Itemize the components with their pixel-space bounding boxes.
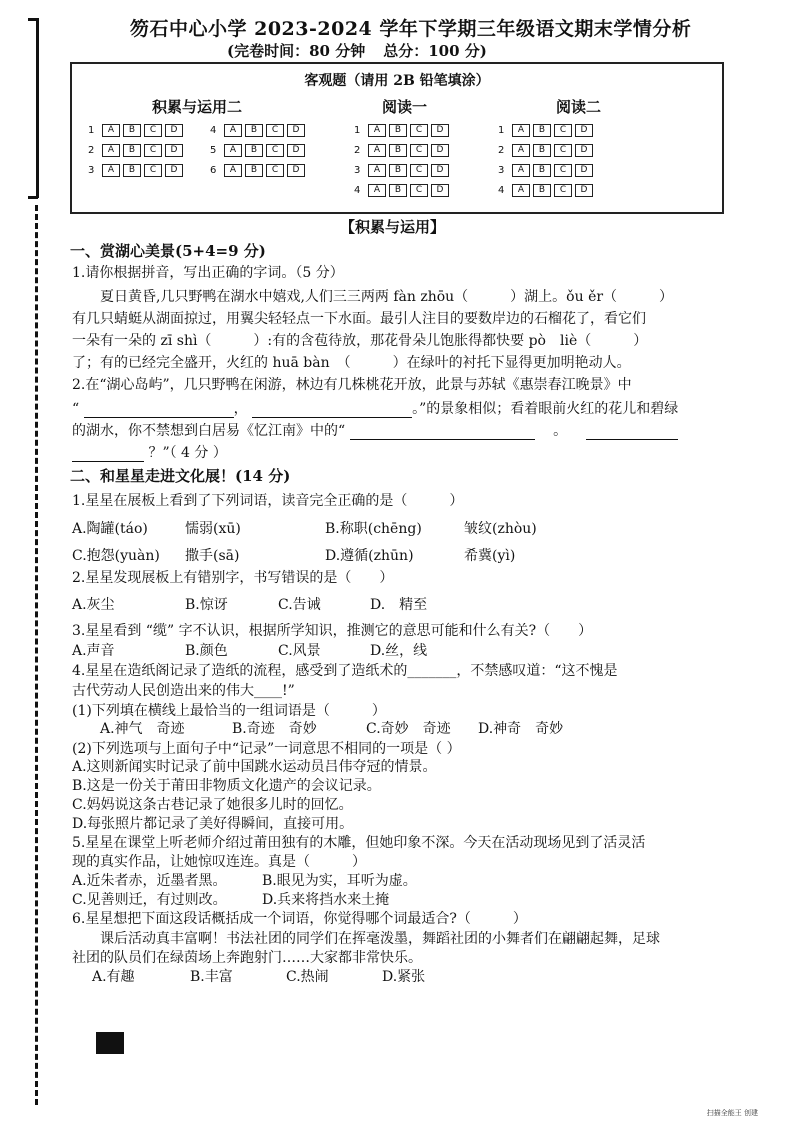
omr-bubble-d[interactable]: D	[165, 144, 183, 157]
omr-bubble-c[interactable]: C	[554, 164, 572, 177]
answer-col2-title: 阅读一	[382, 98, 428, 116]
part2-q1-c2: 撒手(sā)	[185, 548, 240, 564]
part2-q1-b2: 皱纹(zhòu)	[464, 521, 537, 537]
omr-bubble-b[interactable]: B	[389, 144, 407, 157]
omr-bubble-d[interactable]: D	[431, 164, 449, 177]
part1-heading: 一、赏湖心美景(5+4=9 分)	[70, 242, 266, 260]
omr-bubble-b[interactable]: B	[533, 144, 551, 157]
omr-row	[354, 144, 452, 157]
omr-row	[88, 124, 186, 137]
part2-q6-c: C.热闹	[286, 969, 329, 985]
omr-bubble-b[interactable]: B	[123, 124, 141, 137]
omr-question-number: 1	[354, 125, 361, 136]
part2-q1-c1: C.抱怨(yuàn)	[72, 548, 160, 564]
q2-line4-text: ？”（ 4 分 ）	[148, 445, 227, 461]
omr-bubble-a[interactable]: A	[512, 144, 530, 157]
part1-q1-line1: 夏日黄昏,几只野鸭在湖水中嬉戏,人们三三两两 fàn zhōu（ ）湖上。ǒu ěr（ ）	[100, 289, 674, 305]
omr-bubble-c[interactable]: C	[554, 124, 572, 137]
omr-bubble-d[interactable]: D	[287, 164, 305, 177]
omr-bubble-c[interactable]: C	[144, 164, 162, 177]
omr-row	[88, 144, 186, 157]
omr-bubble-a[interactable]: A	[102, 144, 120, 157]
binding-tick-bottom	[28, 196, 38, 199]
omr-bubble-d[interactable]: D	[287, 144, 305, 157]
omr-question-number: 4	[354, 185, 361, 196]
part2-q1: 1.星星在展板上看到了下列词语，读音完全正确的是（ ）	[72, 493, 464, 509]
omr-row	[210, 144, 308, 157]
part2-q5-b: B.眼见为实，耳听为虚。	[262, 873, 417, 889]
omr-bubble-b[interactable]: B	[389, 164, 407, 177]
part2-q5-a: A.近朱者赤，近墨者黑。	[72, 873, 227, 889]
part2-q4-line1: 4.星星在造纸阁记录了造纸的流程，感受到了造纸术的_______，不禁感叹道：“这不愧是	[72, 663, 618, 679]
omr-bubble-a[interactable]: A	[224, 124, 242, 137]
answer-col1-title: 积累与运用二	[152, 98, 243, 116]
part2-q4-sub2-d: D.每张照片都记录了美好得瞬间，直接可用。	[72, 816, 354, 832]
part2-q1-a1: A.陶罐(táo)	[72, 521, 148, 537]
poem-blank-4[interactable]	[586, 425, 678, 440]
omr-bubble-b[interactable]: B	[245, 144, 263, 157]
omr-row	[354, 124, 452, 137]
poem-blank-3[interactable]	[350, 425, 535, 440]
part2-q5-d: D.兵来将挡水来土掩	[262, 892, 390, 908]
omr-bubble-a[interactable]: A	[368, 164, 386, 177]
omr-bubble-b[interactable]: B	[389, 184, 407, 197]
omr-question-number: 4	[498, 185, 505, 196]
part2-q2: 2.星星发现展板上有错别字，书写错误的是（ ）	[72, 570, 394, 586]
omr-question-number: 1	[88, 125, 95, 136]
part2-q4-sub1: (1)下列填在横线上最恰当的一组词语是（ ）	[72, 703, 386, 719]
part2-q4-sub2-b: B.这是一份关于莆田非物质文化遗产的会议记录。	[72, 778, 381, 794]
part1-q1-line4: 了；有的已经完全盛开，火红的 huā bàn （ ）在绿叶的衬托下显得更加明艳动人。	[72, 355, 631, 371]
part2-q4-sub1-c: C.奇妙 奇迹	[366, 721, 451, 737]
omr-question-number: 2	[88, 145, 95, 156]
part2-heading: 二、和星星走进文化展！(14 分)	[70, 467, 291, 485]
omr-bubble-d[interactable]: D	[431, 144, 449, 157]
omr-question-number: 2	[354, 145, 361, 156]
omr-row	[88, 164, 186, 177]
part2-q3-b: B.颜色	[185, 643, 228, 659]
part2-q3-a: A.声音	[72, 643, 115, 659]
omr-row	[210, 124, 308, 137]
exam-subtitle	[227, 40, 505, 61]
part1-q2-line3	[72, 420, 678, 440]
omr-bubble-d[interactable]: D	[431, 184, 449, 197]
poem-blank-1[interactable]	[84, 403, 234, 418]
omr-question-number: 2	[498, 145, 505, 156]
omr-bubble-d[interactable]: D	[575, 144, 593, 157]
quote-close: 。”的景象相似；看着眼前火红的花儿和碧绿	[412, 401, 679, 417]
omr-bubble-b[interactable]: B	[245, 164, 263, 177]
omr-bubble-d[interactable]: D	[575, 164, 593, 177]
omr-bubble-c[interactable]: C	[144, 144, 162, 157]
exam-title: 笏石中心小学 2023-2024 学年下学期三年级语文期末学情分析	[130, 18, 692, 40]
part2-q1-d1: D.遵循(zhūn)	[325, 548, 414, 564]
omr-bubble-a[interactable]: A	[368, 144, 386, 157]
part1-q1: 1.请你根据拼音，写出正确的字词。（5 分）	[72, 265, 344, 281]
omr-bubble-c[interactable]: C	[410, 164, 428, 177]
omr-bubble-d[interactable]: D	[575, 184, 593, 197]
comma: ，	[233, 401, 248, 417]
omr-question-number: 5	[210, 145, 217, 156]
omr-bubble-d[interactable]: D	[575, 124, 593, 137]
part1-q1-line3: 一朵有一朵的 zī shì（ ）:有的含苞待放，那花骨朵儿饱胀得都快要 pò liè（ ）	[72, 333, 648, 349]
omr-question-number: 1	[498, 125, 505, 136]
part1-q2-line2	[72, 398, 678, 418]
part2-q6-a: A.有趣	[92, 969, 135, 985]
part2-q3-c: C.风景	[278, 643, 321, 659]
omr-bubble-b[interactable]: B	[123, 164, 141, 177]
omr-bubble-d[interactable]: D	[287, 124, 305, 137]
part2-q6-d: D.紧张	[382, 969, 426, 985]
period: 。	[553, 423, 568, 439]
part2-q6-text1: 课后活动真丰富啊！书法社团的同学们在挥毫泼墨，舞蹈社团的小舞者们在翩翩起舞，足球	[100, 931, 660, 947]
omr-question-number: 3	[354, 165, 361, 176]
answer-col3-title: 阅读二	[556, 98, 602, 116]
binding-dashed-line	[35, 205, 38, 1105]
part2-q5-line2: 现的真实作品，让她惊叹连连。真是（ ）	[72, 854, 366, 870]
binding-bracket	[22, 18, 39, 198]
omr-bubble-c[interactable]: C	[410, 124, 428, 137]
omr-row	[354, 164, 452, 177]
omr-row	[498, 124, 596, 137]
answer-sheet-heading: 客观题（请用 2B 铅笔填涂）	[304, 73, 490, 89]
omr-bubble-b[interactable]: B	[533, 164, 551, 177]
omr-row	[354, 184, 452, 197]
part2-q3: 3.星星看到 “缆” 字不认识，根据所学知识，推测它的意思可能和什么有关?（ ）	[72, 623, 593, 639]
omr-question-number: 6	[210, 165, 217, 176]
exam-score: 总分：100 分)	[383, 42, 487, 60]
omr-bubble-d[interactable]: D	[431, 124, 449, 137]
omr-question-number: 3	[88, 165, 95, 176]
omr-bubble-b[interactable]: B	[389, 124, 407, 137]
omr-bubble-a[interactable]: A	[224, 144, 242, 157]
part2-q1-b1: B.称职(chēng)	[325, 521, 422, 537]
omr-bubble-d[interactable]: D	[165, 124, 183, 137]
poem-blank-2[interactable]	[252, 403, 412, 418]
omr-row	[498, 184, 596, 197]
omr-question-number: 4	[210, 125, 217, 136]
part2-q4-sub1-a: A.神气 奇迹	[100, 721, 185, 737]
poem-blank-5[interactable]	[72, 447, 144, 462]
binding-tick-top	[28, 18, 38, 21]
part2-q3-d: D.丝，线	[370, 643, 428, 659]
omr-bubble-b[interactable]: B	[533, 124, 551, 137]
part2-q4-sub1-b: B.奇迹 奇妙	[232, 721, 317, 737]
scan-marker	[96, 1032, 124, 1054]
omr-row	[210, 164, 308, 177]
omr-question-number: 3	[498, 165, 505, 176]
section-title: 【积累与运用】	[340, 218, 446, 236]
answer-sheet	[70, 62, 724, 214]
quote-open: “	[72, 401, 80, 417]
part2-q5-c: C.见善则迁，有过则改。	[72, 892, 227, 908]
omr-bubble-a[interactable]: A	[368, 124, 386, 137]
part2-q6-b: B.丰富	[190, 969, 233, 985]
part2-q4-sub1-d: D.神奇 奇妙	[478, 721, 564, 737]
omr-bubble-c[interactable]: C	[144, 124, 162, 137]
part2-q2-b: B.惊讶	[185, 597, 228, 613]
part2-q4-sub2: (2)下列选项与上面句子中“记录”一词意思不相同的一项是（ ）	[72, 741, 461, 757]
omr-bubble-c[interactable]: C	[266, 144, 284, 157]
part1-q2-line1: 2.在“湖心岛屿”，几只野鸭在闲游，林边有几株桃花开放，此景与苏轼《惠崇春江晚景》中	[72, 377, 632, 393]
omr-bubble-b[interactable]: B	[245, 124, 263, 137]
omr-bubble-a[interactable]: A	[102, 164, 120, 177]
omr-bubble-c[interactable]: C	[266, 124, 284, 137]
part2-q4-line2: 古代劳动人民创造出来的伟大____!”	[72, 683, 295, 699]
part2-q4-sub2-a: A.这则新闻实时记录了前中国跳水运动员吕伟夺冠的情景。	[72, 759, 437, 775]
part2-q6-text2: 社团的队员们在绿茵场上奔跑射门……大家都非常快乐。	[72, 950, 422, 966]
omr-bubble-c[interactable]: C	[266, 164, 284, 177]
omr-bubble-b[interactable]: B	[533, 184, 551, 197]
omr-bubble-a[interactable]: A	[512, 124, 530, 137]
part2-q1-a2: 懦弱(xū)	[185, 521, 241, 537]
omr-bubble-c[interactable]: C	[410, 144, 428, 157]
omr-bubble-a[interactable]: A	[368, 184, 386, 197]
part2-q1-d2: 希冀(yì)	[464, 548, 516, 564]
part1-q1-line2: 有几只蜻蜓从湖面掠过，用翼尖轻轻点一下水面。最引人注目的要数岸边的石榴花了，看它们	[72, 311, 646, 327]
part2-q6: 6.星星想把下面这段话概括成一个词语，你觉得哪个词最适合?（ ）	[72, 911, 527, 927]
omr-bubble-c[interactable]: C	[554, 184, 572, 197]
part2-q4-sub2-c: C.妈妈说这条古巷记录了她很多儿时的回忆。	[72, 797, 353, 813]
part2-q2-c: C.告诫	[278, 597, 321, 613]
q2-line3-text: 的湖水，你不禁想到白居易《忆江南》中的“	[72, 423, 346, 439]
omr-bubble-a[interactable]: A	[512, 184, 530, 197]
omr-row	[498, 144, 596, 157]
omr-bubble-c[interactable]: C	[554, 144, 572, 157]
part2-q2-d: D. 精至	[370, 597, 428, 613]
exam-time: (完卷时间：80 分钟	[227, 42, 366, 60]
omr-bubble-d[interactable]: D	[165, 164, 183, 177]
omr-bubble-a[interactable]: A	[102, 124, 120, 137]
part2-q2-a: A.灰尘	[72, 597, 115, 613]
omr-row	[498, 164, 596, 177]
scanner-watermark: 扫描全能王 创建	[706, 1109, 758, 1117]
part1-q2-line4	[72, 442, 227, 462]
omr-bubble-a[interactable]: A	[512, 164, 530, 177]
omr-bubble-b[interactable]: B	[123, 144, 141, 157]
omr-bubble-c[interactable]: C	[410, 184, 428, 197]
omr-bubble-a[interactable]: A	[224, 164, 242, 177]
part2-q5-line1: 5.星星在课堂上听老师介绍过莆田独有的木雕，但她印象不深。今天在活动现场见到了活灵活	[72, 835, 646, 851]
